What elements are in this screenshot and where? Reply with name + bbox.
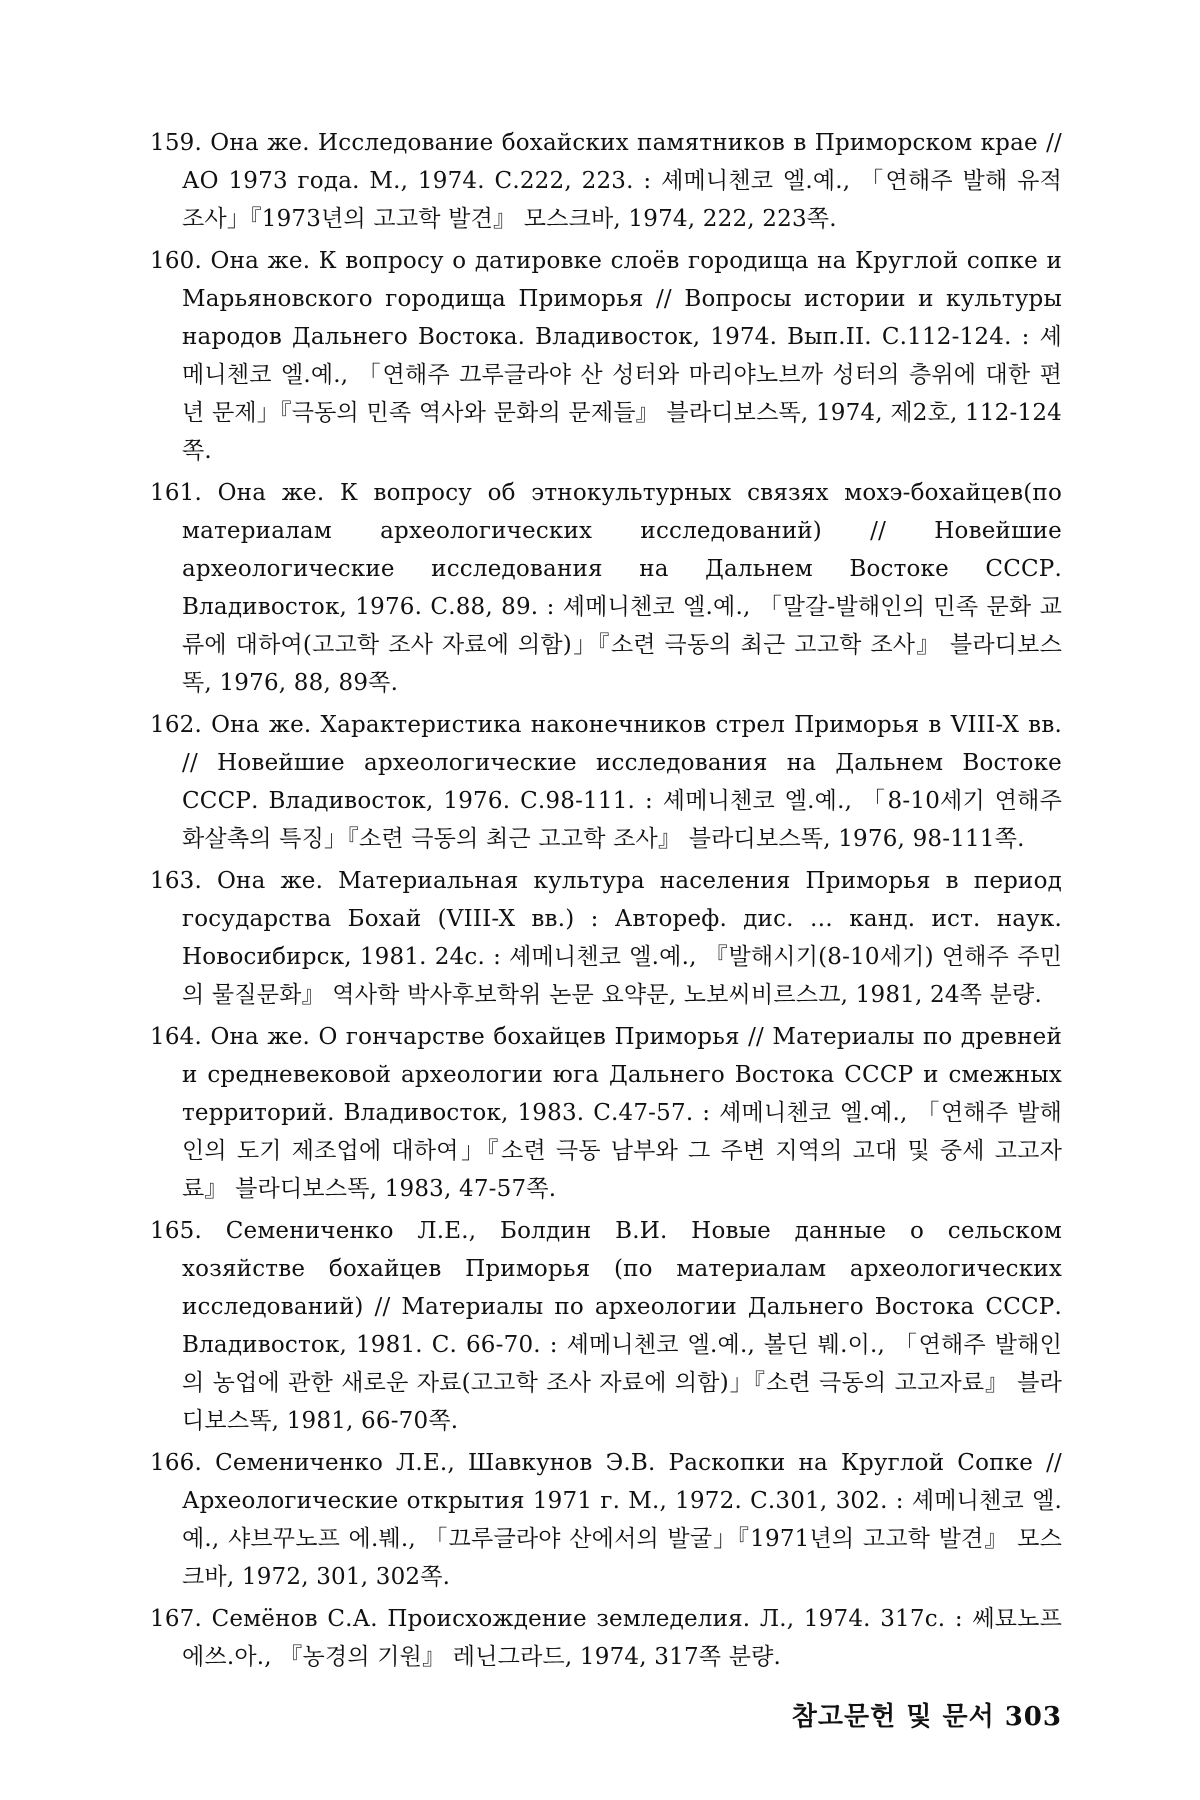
reference-text: Она же. Материальная культура населения Приморья в период государства Бохай (VIII-X вв.) : Автореф. дис. … канд. ист. наук. Новосибирск, 1981. 24с. : 셰메니첸코 엘.예., 『발해시기(8-10세기) 연해주 주민의 물질문화』 역사학 박사후보학위 논문 요약문, 노보씨비르스끄, 1981, 24쪽 분량.	[182, 868, 1062, 1008]
reference-text: Семёнов С.А. Происхождение земледелия. Л., 1974. 317с. : 쎄묘노프 에쓰.아., 『농경의 기원』 레닌그라드, 1974, 317쪽 분량.	[182, 1606, 1062, 1670]
reference-text: Она же. Характеристика наконечников стрел Приморья в VIII-X вв. // Новейшие археологические исследования на Дальнем Востоке СССР. Владивосток, 1976. С.98-111. : 셰메니첸코 엘.예., 「8-10세기 연해주 화살촉의 특징」『소련 극동의 최근 고고학 조사』 블라디보스똑, 1976, 98-111쪽.	[182, 712, 1062, 852]
reference-number: 167.	[150, 1606, 203, 1632]
reference-text: Она же. Исследование бохайских памятников в Приморском крае // АО 1973 года. М., 1974. С.222, 223. : 셰메니첸코 엘.예., 「연해주 발해 유적 조사」『1973년의 고고학 발견』 모스크바, 1974, 222, 223쪽.	[182, 130, 1062, 232]
reference-number: 159.	[150, 130, 203, 156]
reference-text: Она же. К вопросу о датировке слоёв городища на Круглой сопке и Марьяновского городища Приморья // Вопросы истории и культуры народов Дальнего Востока. Владивосток, 1974. Вып.II. С.112-124. : 셰메니첸코 엘.예., 「연해주 끄루글라야 산 성터와 마리야노브까 성터의 층위에 대한 편년 문제」『극동의 민족 역사와 문화의 문제들』 블라디보스똑, 1974, 제2호, 112-124쪽.	[182, 248, 1062, 464]
reference-entry	[150, 1018, 1062, 1208]
running-footer-title: 참고문헌 및 문서	[791, 1702, 995, 1732]
reference-text: Она же. К вопросу об этнокультурных связях мохэ-бохайцев(по материалам археологических исследований) // Новейшие археологические исследования на Дальнем Востоке СССР. Владивосток, 1976. С.88, 89. : 셰메니첸코 엘.예., 「말갈-발해인의 민족 문화 교류에 대하여(고고학 조사 자료에 의함)」『소련 극동의 최근 고고학 조사』 블라디보스똑, 1976, 88, 89쪽.	[182, 480, 1063, 696]
reference-entry	[150, 124, 1062, 238]
reference-entry	[150, 862, 1062, 1014]
reference-number: 165.	[150, 1218, 203, 1244]
reference-number: 164.	[150, 1024, 203, 1050]
page-number: 303	[1004, 1702, 1062, 1732]
reference-number: 161.	[150, 480, 203, 506]
reference-entry	[150, 1600, 1062, 1676]
page-footer	[792, 1696, 1062, 1733]
reference-number: 166.	[150, 1450, 203, 1476]
reference-text: Семениченко Л.Е., Болдин В.И. Новые данные о сельском хозяйстве бохайцев Приморья (по материалам археологических исследований) // Материалы по археологии Дальнего Востока СССР. Владивосток, 1981. С. 66-70. : 셰메니첸코 엘.예., 볼딘 붸.이., 「연해주 발해인의 농업에 관한 새로운 자료(고고학 조사 자료에 의함)」『소련 극동의 고고자료』 블라디보스똑, 1981, 66-70쪽.	[182, 1218, 1062, 1434]
reference-entry	[150, 474, 1062, 702]
reference-entry	[150, 706, 1062, 858]
reference-text: Семениченко Л.Е., Шавкунов Э.В. Раскопки на Круглой Сопке // Археологические открытия 1971 г. М., 1972. С.301, 302. : 셰메니첸코 엘.예., 샤브꾸노프 에.붸., 「끄루글라야 산에서의 발굴」『1971년의 고고학 발견』 모스크바, 1972, 301, 302쪽.	[182, 1450, 1062, 1590]
reference-number: 162.	[150, 712, 203, 738]
reference-number: 160.	[150, 248, 203, 274]
reference-entry	[150, 1444, 1062, 1596]
reference-text: Она же. О гончарстве бохайцев Приморья // Материалы по древней и средневековой археологии юга Дальнего Востока СССР и смежных территорий. Владивосток, 1983. С.47-57. : 셰메니첸코 엘.예., 「연해주 발해인의 도기 제조업에 대하여」『소련 극동 남부와 그 주변 지역의 고대 및 중세 고고자료』 블라디보스똑, 1983, 47-57쪽.	[182, 1024, 1062, 1202]
reference-number: 163.	[150, 868, 203, 894]
reference-entry	[150, 242, 1062, 470]
reference-entry	[150, 1212, 1062, 1440]
reference-list	[150, 124, 1062, 1680]
